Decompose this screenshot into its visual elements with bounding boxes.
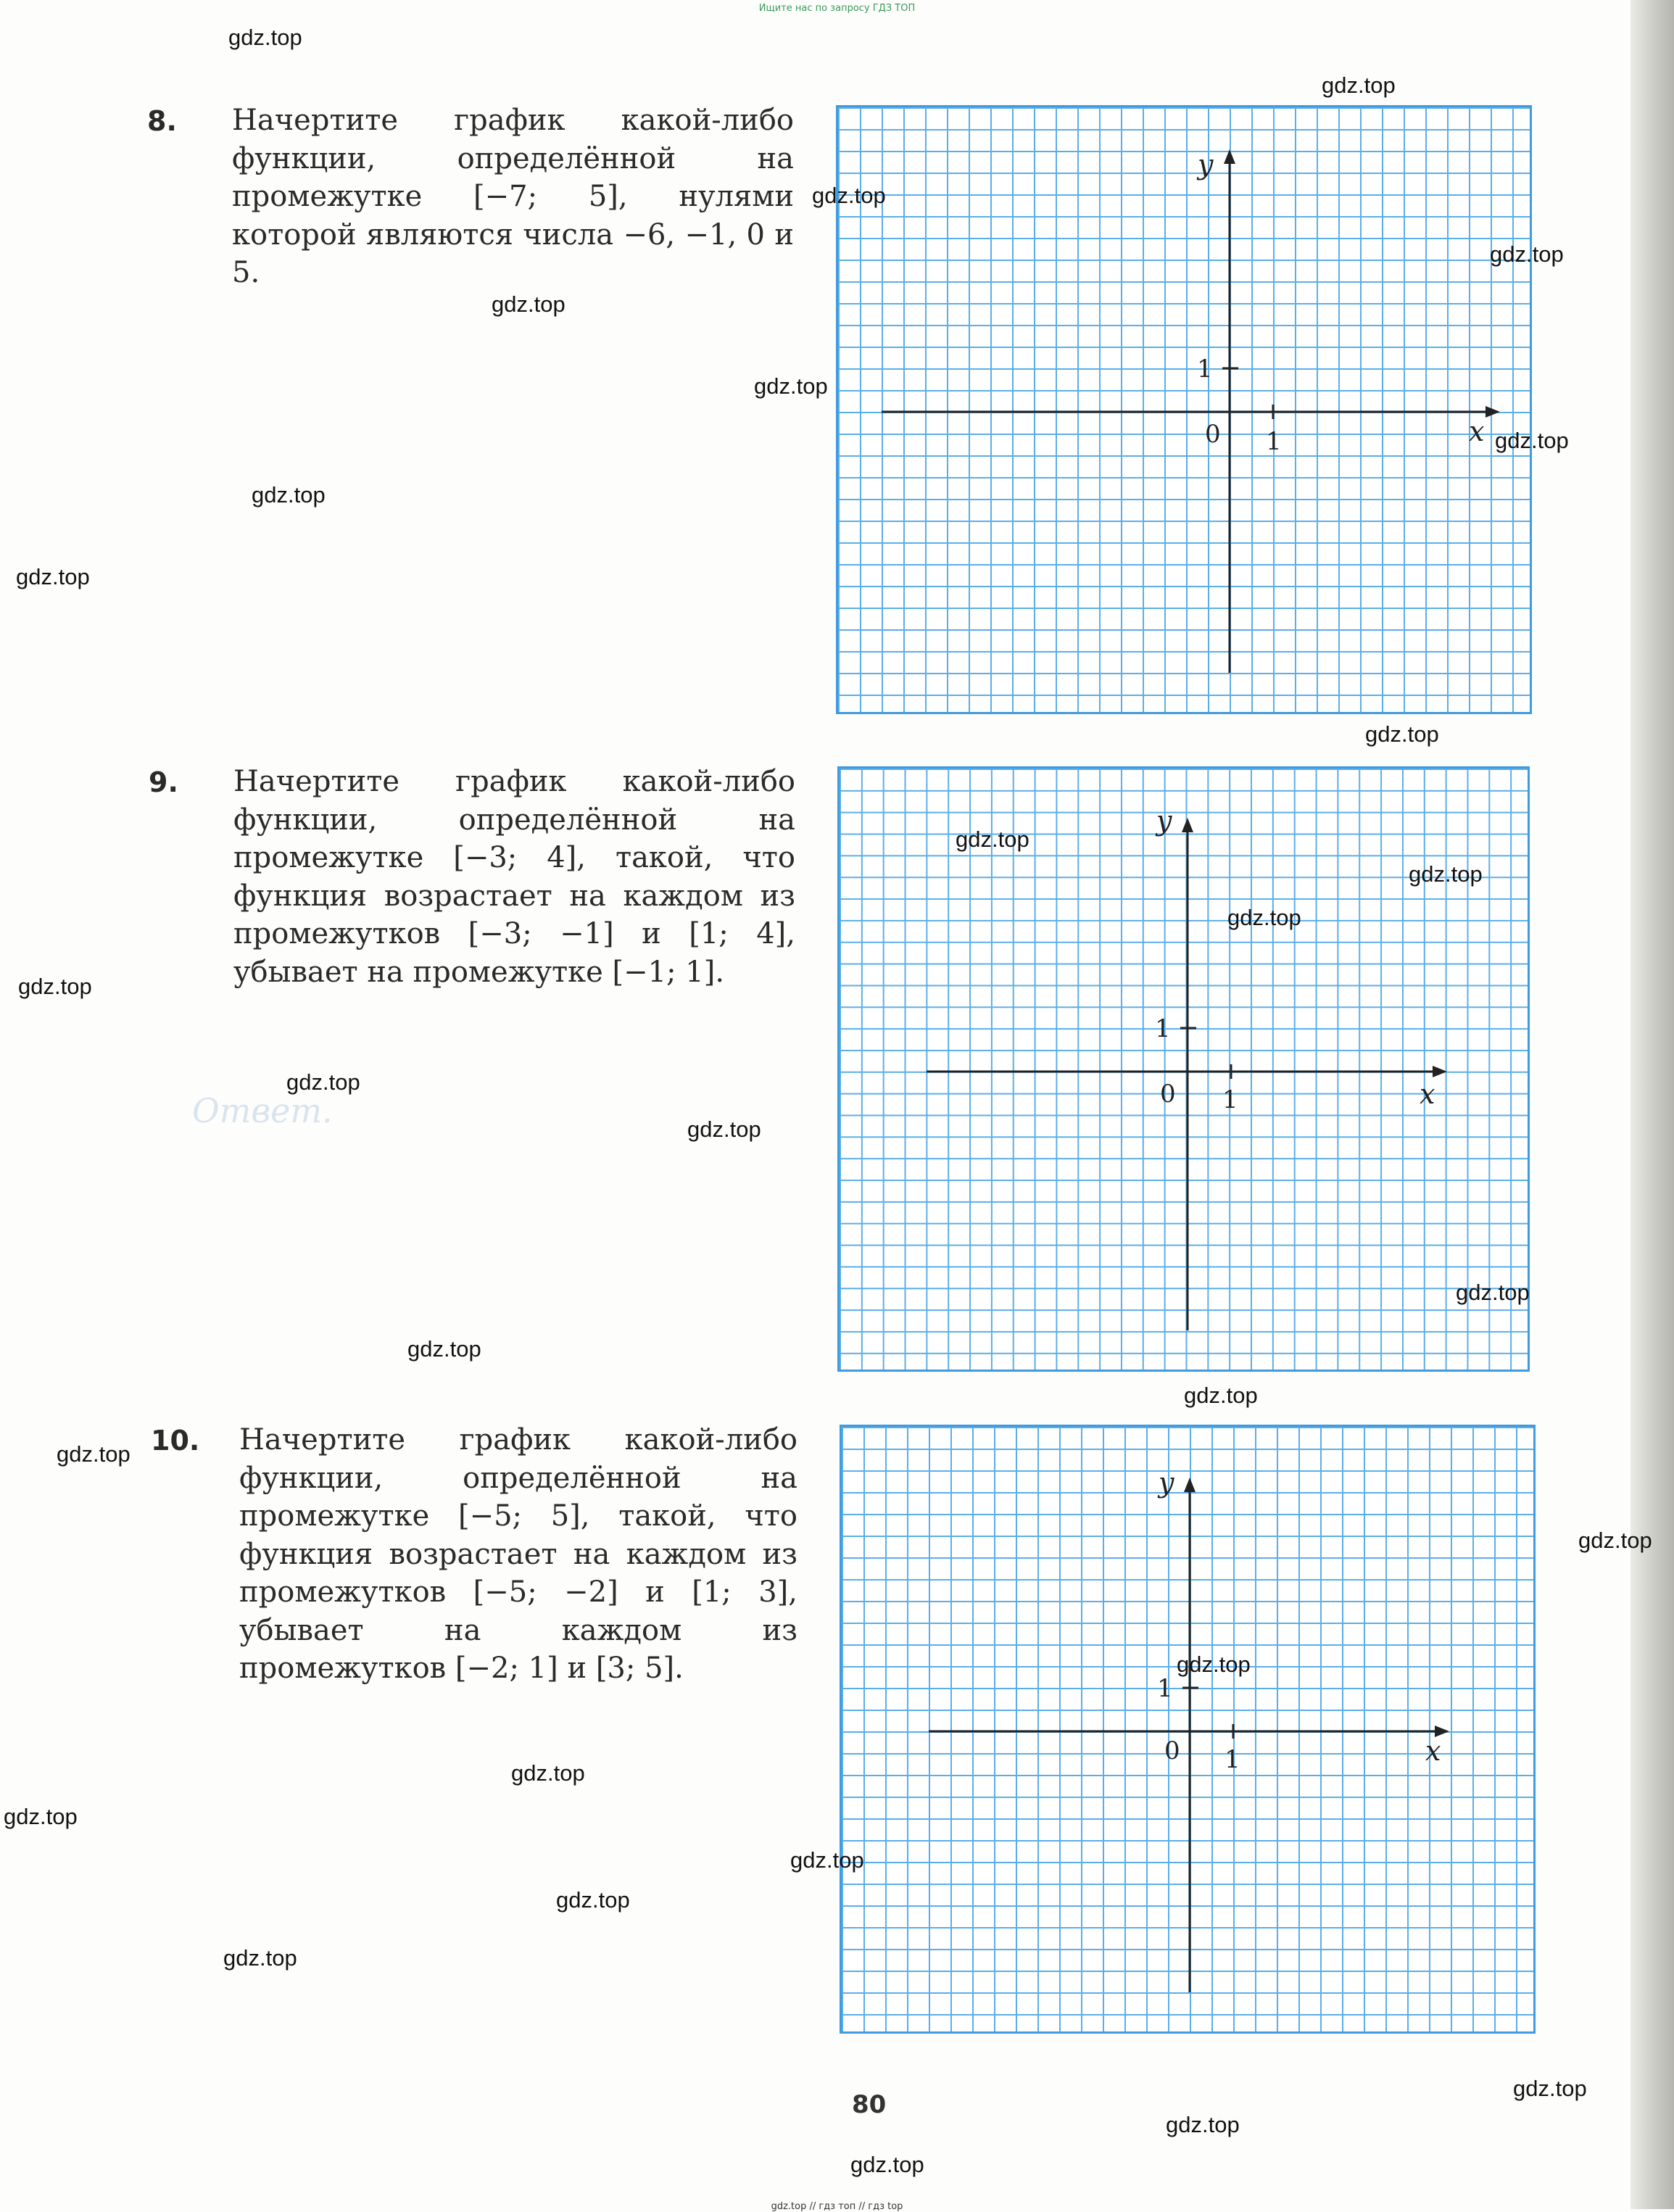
origin-label: 0 xyxy=(1160,1080,1176,1109)
watermark: gdz.top xyxy=(223,1945,297,1971)
watermark: gdz.top xyxy=(812,183,886,208)
y-axis-label: y xyxy=(1156,805,1172,837)
coordinate-grid xyxy=(836,105,1532,714)
x-tick-label: 1 xyxy=(1266,427,1282,456)
origin-label: 0 xyxy=(1205,420,1221,449)
page-number: 80 xyxy=(852,2090,887,2119)
footer-banner: gdz.top // гдз топ // гдз top xyxy=(771,2201,903,2212)
coordinate-grid xyxy=(837,766,1530,1372)
x-axis-label: x xyxy=(1469,415,1485,447)
watermark: gdz.top xyxy=(1177,1652,1251,1677)
watermark: gdz.top xyxy=(57,1441,130,1467)
watermark: gdz.top xyxy=(1495,428,1569,453)
x-axis-label: x xyxy=(1425,1735,1441,1767)
task-number: 9. xyxy=(149,766,178,798)
watermark: gdz.top xyxy=(956,827,1029,852)
watermark: gdz.top xyxy=(228,25,302,50)
x-tick-label: 1 xyxy=(1222,1085,1238,1114)
coordinate-axes xyxy=(838,107,1534,716)
origin-label: 0 xyxy=(1164,1736,1180,1765)
task-text: Начертите график какой-либо функции, определённой на промежутке [−3; 4], такой, что функция возрастает на каждом из промежутков [−3; −1] и [1; 4], убывает на промежутке [−1; 1]. xyxy=(233,765,795,989)
watermark: gdz.top xyxy=(18,974,92,999)
watermark: gdz.top xyxy=(1578,1528,1652,1553)
watermark: gdz.top xyxy=(1184,1383,1258,1408)
watermark: gdz.top xyxy=(407,1336,481,1362)
coordinate-grid xyxy=(840,1425,1536,2034)
watermark: gdz.top xyxy=(16,564,90,589)
task-number: 10. xyxy=(151,1425,200,1457)
watermark: gdz.top xyxy=(1365,721,1439,747)
y-axis-label: y xyxy=(1159,1467,1174,1499)
watermark: gdz.top xyxy=(687,1117,761,1142)
watermark: gdz.top xyxy=(556,1887,630,1913)
watermark: gdz.top xyxy=(1513,2076,1587,2101)
watermark: gdz.top xyxy=(1166,2112,1240,2137)
y-tick-label: 1 xyxy=(1155,1014,1171,1043)
y-axis-label: y xyxy=(1198,149,1214,181)
watermark: gdz.top xyxy=(850,2152,924,2177)
header-banner: Ищите нас по запросу ГДЗ ТОП xyxy=(758,3,916,14)
task-number: 8. xyxy=(147,105,177,137)
watermark: gdz.top xyxy=(790,1847,864,1873)
y-tick-label: 1 xyxy=(1157,1674,1173,1703)
x-axis-label: x xyxy=(1420,1078,1435,1110)
watermark: gdz.top xyxy=(1490,241,1564,267)
watermark: gdz.top xyxy=(4,1804,78,1829)
coordinate-axes xyxy=(840,769,1532,1374)
watermark: gdz.top xyxy=(1322,73,1396,98)
y-tick-label: 1 xyxy=(1197,355,1213,384)
watermark: gdz.top xyxy=(286,1069,360,1095)
task-text: Начертите график какой-либо функции, определённой на промежутке [−7; 5], нулями которой являются числа −6, −1, 0 и 5. xyxy=(232,104,794,289)
watermark: gdz.top xyxy=(492,291,565,317)
page-edge-shadow xyxy=(1631,0,1674,2209)
task-text: Начертите график какой-либо функции, определённой на промежутке [−5; 5], такой, что функция возрастает на каждом из промежутков [−5; −2] и [1; 3], убывает на каждом из промежутков [−2; 1] и [3; 5]. xyxy=(239,1423,797,1685)
watermark: gdz.top xyxy=(1227,905,1301,930)
watermark: gdz.top xyxy=(252,482,326,508)
coordinate-axes xyxy=(842,1427,1538,2036)
watermark: gdz.top xyxy=(1409,861,1483,887)
ghost-text: Ответ. xyxy=(192,1091,333,1130)
watermark: gdz.top xyxy=(754,373,828,399)
x-tick-label: 1 xyxy=(1225,1745,1240,1774)
watermark: gdz.top xyxy=(511,1760,585,1786)
watermark: gdz.top xyxy=(1456,1280,1530,1305)
